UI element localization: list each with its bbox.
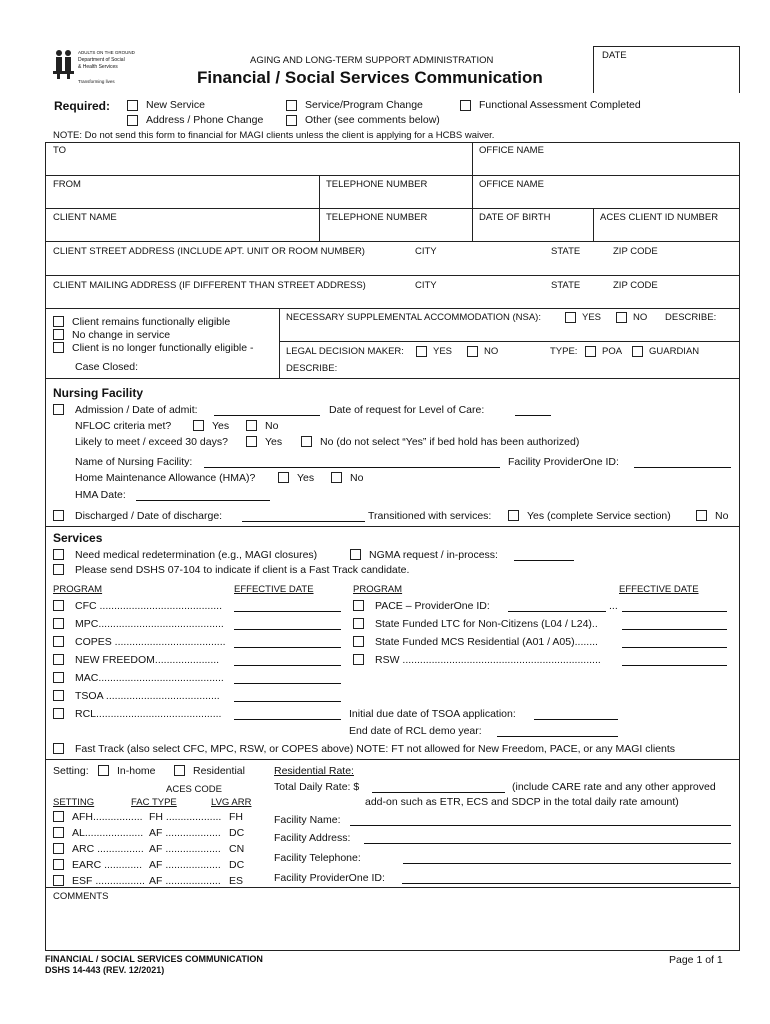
page-number: Page 1 of 1 bbox=[669, 954, 723, 966]
required-label: Required: bbox=[54, 99, 111, 113]
services-heading: Services bbox=[53, 531, 103, 545]
client-telephone-field[interactable] bbox=[321, 223, 471, 240]
fast-track-checkbox[interactable] bbox=[53, 743, 64, 754]
dshs-logo bbox=[53, 49, 135, 87]
program-label: MAC........................................... bbox=[75, 672, 224, 684]
effective-2-header: EFFECTIVE DATE bbox=[619, 584, 699, 595]
office-name-field[interactable] bbox=[474, 156, 737, 173]
fac-addr-label: Facility Address: bbox=[274, 832, 351, 844]
program-checkbox[interactable] bbox=[53, 618, 64, 629]
in-home-checkbox[interactable] bbox=[98, 765, 109, 776]
functional-assessment-checkbox[interactable] bbox=[460, 100, 471, 111]
admin-name: AGING AND LONG-TERM SUPPORT ADMINISTRATION bbox=[250, 55, 494, 66]
ldm-no-checkbox[interactable] bbox=[467, 346, 478, 357]
fac-tel-label: Facility Telephone: bbox=[274, 852, 361, 864]
program-checkbox[interactable] bbox=[353, 618, 364, 629]
hma-no-label: No bbox=[350, 472, 364, 484]
setting-checkbox[interactable] bbox=[53, 843, 64, 854]
not-eligible-checkbox[interactable] bbox=[53, 342, 64, 353]
logo-line-1: ADULTS ON THE GROUND bbox=[78, 50, 135, 55]
fast-track-label: Fast Track (also select CFC, MPC, RSW, or COPES above) NOTE: FT not allowed for New Freedom, PACE, or any MAGI clients bbox=[75, 743, 676, 755]
program-label: COPES ...................................... bbox=[75, 636, 226, 648]
ldm-yes-checkbox[interactable] bbox=[416, 346, 427, 357]
ngma-checkbox[interactable] bbox=[350, 549, 361, 560]
ldm-describe-label: DESCRIBE: bbox=[286, 363, 338, 374]
footer-form-number: DSHS 14-443 (REV. 12/2021) bbox=[45, 965, 165, 975]
nfloc-no-checkbox[interactable] bbox=[246, 420, 257, 431]
functional-assessment-label: Functional Assessment Completed bbox=[479, 99, 641, 111]
transitioned-no-label: No bbox=[715, 510, 729, 522]
service-change-label: Service/Program Change bbox=[305, 99, 423, 111]
effective-date-line bbox=[234, 701, 341, 702]
program-checkbox[interactable] bbox=[53, 654, 64, 665]
magi-note: NOTE: Do not send this form to financial for MAGI clients unless the client is applying for a HCBS waiver. bbox=[53, 130, 495, 141]
client-name-label: CLIENT NAME bbox=[53, 212, 117, 223]
nfloc-yes-checkbox[interactable] bbox=[193, 420, 204, 431]
case-closed-label: Case Closed: bbox=[75, 361, 139, 373]
nfloc-no-label: No bbox=[265, 420, 279, 432]
mailing-address-label: CLIENT MAILING ADDRESS (IF DIFFERENT THAN STREET ADDRESS) bbox=[53, 280, 366, 291]
footer-form-title: FINANCIAL / SOCIAL SERVICES COMMUNICATION bbox=[45, 954, 263, 964]
fac-type: AF ................... bbox=[149, 875, 221, 887]
new-service-checkbox[interactable] bbox=[127, 100, 138, 111]
other-checkbox[interactable] bbox=[286, 115, 297, 126]
program-checkbox[interactable] bbox=[53, 690, 64, 701]
daily-note-2: add-on such as ETR, ECS and SDCP in the total daily rate amount) bbox=[365, 796, 679, 808]
address-change-label: Address / Phone Change bbox=[146, 114, 264, 126]
ngma-label: NGMA request / in-process: bbox=[369, 549, 498, 561]
likely-no-label: No (do not select “Yes” if bed hold has been authorized) bbox=[320, 436, 580, 448]
effective-date-line bbox=[622, 629, 727, 630]
transitioned-yes-label: Yes (complete Service section) bbox=[527, 510, 671, 522]
effective-date-line bbox=[622, 665, 727, 666]
hma-yes-checkbox[interactable] bbox=[278, 472, 289, 483]
dob-label: DATE OF BIRTH bbox=[479, 212, 551, 223]
guardian-label: GUARDIAN bbox=[649, 346, 700, 357]
likely-yes-label: Yes bbox=[265, 436, 283, 448]
logo-line-2: Department of Social bbox=[78, 57, 125, 63]
program-checkbox[interactable] bbox=[53, 600, 64, 611]
facility-name-label: Name of Nursing Facility: bbox=[75, 456, 193, 468]
eligible-label: Client remains functionally eligible bbox=[72, 316, 231, 328]
other-label: Other (see comments below) bbox=[305, 114, 440, 126]
nsa-label: NECESSARY SUPPLEMENTAL ACCOMMODATION (NSA): bbox=[286, 312, 541, 323]
dob-field[interactable] bbox=[474, 223, 592, 240]
effective-date-line bbox=[622, 647, 727, 648]
program-label: PACE – ProviderOne ID: bbox=[375, 600, 490, 612]
new-service-label: New Service bbox=[146, 99, 205, 111]
program-label: RCL........................................... bbox=[75, 708, 222, 720]
effective-date-line bbox=[234, 719, 341, 720]
redetermination-label: Need medical redetermination (e.g., MAGI closures) bbox=[75, 549, 318, 561]
setting-checkbox[interactable] bbox=[53, 859, 64, 870]
likely-no-checkbox[interactable] bbox=[301, 436, 312, 447]
lvg-arr: ES bbox=[229, 875, 244, 887]
setting-code: EARC ............. bbox=[72, 859, 143, 871]
residential-checkbox[interactable] bbox=[174, 765, 185, 776]
program-label: NEW FREEDOM...................... bbox=[75, 654, 220, 666]
no-change-checkbox[interactable] bbox=[53, 329, 64, 340]
hma-label: Home Maintenance Allowance (HMA)? bbox=[75, 472, 256, 484]
street-address-label: CLIENT STREET ADDRESS (INCLUDE APT. UNIT OR ROOM NUMBER) bbox=[53, 246, 365, 257]
telephone-label: TELEPHONE NUMBER bbox=[326, 179, 428, 190]
nsa-yes-checkbox[interactable] bbox=[565, 312, 576, 323]
program-checkbox[interactable] bbox=[353, 600, 364, 611]
client-name-field[interactable] bbox=[47, 223, 317, 240]
date-field[interactable] bbox=[596, 64, 736, 90]
transitioned-label: Transitioned with services: bbox=[368, 510, 492, 522]
fac-name-label: Facility Name: bbox=[274, 814, 341, 826]
state-label: STATE bbox=[551, 246, 581, 257]
program-checkbox[interactable] bbox=[53, 708, 64, 719]
date-label: DATE bbox=[602, 50, 627, 61]
lvg-arr: DC bbox=[229, 827, 245, 839]
aces-code-label: ACES CODE bbox=[166, 784, 222, 795]
request-loc-label: Date of request for Level of Care: bbox=[329, 404, 485, 416]
to-label: TO bbox=[53, 145, 67, 156]
program-label: State Funded MCS Residential (A01 / A05)........ bbox=[375, 636, 598, 648]
hma-no-checkbox[interactable] bbox=[331, 472, 342, 483]
ldm-yes-label: YES bbox=[433, 346, 453, 357]
ldm-label: LEGAL DECISION MAKER: bbox=[286, 346, 404, 357]
dots: ... bbox=[609, 600, 618, 612]
hma-date-label: HMA Date: bbox=[75, 489, 126, 501]
nsa-no-label: NO bbox=[633, 312, 648, 323]
case-closed-field[interactable] bbox=[150, 358, 275, 374]
poa-checkbox[interactable] bbox=[585, 346, 596, 357]
program-checkbox[interactable] bbox=[53, 672, 64, 683]
in-home-label: In-home bbox=[117, 765, 156, 777]
setting-code: AL.................... bbox=[72, 827, 144, 839]
comments-label: COMMENTS bbox=[53, 891, 109, 902]
effective-date-line bbox=[234, 665, 341, 666]
to-field[interactable] bbox=[47, 156, 472, 173]
rcl-end-label: End date of RCL demo year: bbox=[349, 725, 482, 737]
effective-date-line bbox=[234, 647, 341, 648]
setting-code: AFH................. bbox=[72, 811, 143, 823]
dshs-logo-icon bbox=[53, 49, 75, 79]
provider-id-label: Facility ProviderOne ID: bbox=[508, 456, 619, 468]
nfloc-yes-label: Yes bbox=[212, 420, 230, 432]
tsoa-due-label: Initial due date of TSOA application: bbox=[349, 708, 516, 720]
from-telephone-field[interactable] bbox=[321, 190, 471, 207]
nursing-heading: Nursing Facility bbox=[53, 386, 144, 400]
hma-yes-label: Yes bbox=[297, 472, 315, 484]
send-dshs-label: Please send DSHS 07-104 to indicate if client is a Fast Track candidate. bbox=[75, 564, 410, 576]
address-change-checkbox[interactable] bbox=[127, 115, 138, 126]
program-label: CFC .......................................... bbox=[75, 600, 223, 612]
page-title: Financial / Social Services Communication bbox=[197, 68, 543, 87]
admission-label: Admission / Date of admit: bbox=[75, 404, 198, 416]
nsa-no-checkbox[interactable] bbox=[616, 312, 627, 323]
state-2-label: STATE bbox=[551, 280, 581, 291]
mailing-address-field[interactable] bbox=[47, 292, 737, 307]
res-rate-label: Residential Rate: bbox=[274, 765, 354, 777]
logo-line-3: & Health Services bbox=[78, 64, 118, 70]
setting-checkbox[interactable] bbox=[53, 811, 64, 822]
program-label: RSW .................................................................... bbox=[375, 654, 601, 666]
fac-type: AF ................... bbox=[149, 843, 221, 855]
program-label: TSOA ....................................... bbox=[75, 690, 220, 702]
effective-date-line bbox=[234, 683, 341, 684]
effective-date-line bbox=[622, 611, 727, 612]
nfloc-label: NFLOC criteria met? bbox=[75, 420, 172, 432]
fac-type: AF ................... bbox=[149, 859, 221, 871]
poa-label: POA bbox=[602, 346, 623, 357]
setting-label: Setting: bbox=[53, 765, 89, 777]
discharged-checkbox[interactable] bbox=[53, 510, 64, 521]
fac-type: AF ................... bbox=[149, 827, 221, 839]
city-label: CITY bbox=[415, 246, 437, 257]
program-checkbox[interactable] bbox=[353, 636, 364, 647]
eligible-checkbox[interactable] bbox=[53, 316, 64, 327]
transitioned-yes-checkbox[interactable] bbox=[508, 510, 519, 521]
program-label: MPC........................................... bbox=[75, 618, 224, 630]
setting-code: ESF ................. bbox=[72, 875, 145, 887]
fac-p1-label: Facility ProviderOne ID: bbox=[274, 872, 385, 884]
from-field[interactable] bbox=[47, 190, 317, 207]
telephone-2-label: TELEPHONE NUMBER bbox=[326, 212, 428, 223]
program-2-header: PROGRAM bbox=[353, 584, 403, 595]
residential-label: Residential bbox=[193, 765, 245, 777]
provider-id-line bbox=[508, 611, 606, 612]
admission-checkbox[interactable] bbox=[53, 404, 64, 415]
effective-date-line bbox=[234, 629, 341, 630]
program-label: State Funded LTC for Non-Citizens (L04 / L24).. bbox=[375, 618, 598, 630]
aces-id-label: ACES CLIENT ID NUMBER bbox=[600, 212, 719, 223]
setting-code: ARC ................ bbox=[72, 843, 144, 855]
lvg-arr: CN bbox=[229, 843, 245, 855]
office-name-2-label: OFFICE NAME bbox=[479, 179, 544, 190]
fac-type: FH ................... bbox=[149, 811, 222, 823]
col-fac-header: FAC TYPE bbox=[131, 797, 177, 808]
service-change-checkbox[interactable] bbox=[286, 100, 297, 111]
from-office-field[interactable] bbox=[474, 190, 737, 207]
col-lvg-header: LVG ARR bbox=[211, 797, 252, 808]
nsa-describe-label: DESCRIBE: bbox=[665, 312, 717, 323]
program-checkbox[interactable] bbox=[353, 654, 364, 665]
program-checkbox[interactable] bbox=[53, 636, 64, 647]
lvg-arr: DC bbox=[229, 859, 245, 871]
logo-line-4: Transforming lives bbox=[78, 79, 115, 84]
discharged-label: Discharged / Date of discharge: bbox=[75, 510, 223, 522]
aces-id-field[interactable] bbox=[595, 223, 737, 240]
daily-rate-field[interactable] bbox=[372, 780, 505, 792]
no-change-label: No change in service bbox=[72, 329, 171, 341]
guardian-checkbox[interactable] bbox=[632, 346, 643, 357]
effective-header: EFFECTIVE DATE bbox=[234, 584, 314, 595]
transitioned-no-checkbox[interactable] bbox=[696, 510, 707, 521]
effective-date-line bbox=[234, 611, 341, 612]
street-address-field[interactable] bbox=[47, 258, 737, 274]
from-label: FROM bbox=[53, 179, 81, 190]
daily-note-1: (include CARE rate and any other approved bbox=[512, 781, 716, 793]
program-header: PROGRAM bbox=[53, 584, 103, 595]
lvg-arr: FH bbox=[229, 811, 243, 823]
zip-2-label: ZIP CODE bbox=[613, 280, 658, 291]
likely-yes-checkbox[interactable] bbox=[246, 436, 257, 447]
redetermination-checkbox[interactable] bbox=[53, 549, 64, 560]
city-2-label: CITY bbox=[415, 280, 437, 291]
zip-label: ZIP CODE bbox=[613, 246, 658, 257]
likely-label: Likely to meet / exceed 30 days? bbox=[75, 436, 228, 448]
setting-checkbox[interactable] bbox=[53, 827, 64, 838]
ldm-no-label: NO bbox=[484, 346, 499, 357]
nsa-yes-label: YES bbox=[582, 312, 602, 323]
daily-rate-label: Total Daily Rate: $ bbox=[274, 781, 360, 793]
ldm-type-label: TYPE: bbox=[550, 346, 578, 357]
not-eligible-label: Client is no longer functionally eligible - bbox=[72, 342, 254, 354]
send-dshs-checkbox[interactable] bbox=[53, 564, 64, 575]
comments-field[interactable] bbox=[47, 904, 737, 948]
col-setting-header: SETTING bbox=[53, 797, 95, 808]
setting-checkbox[interactable] bbox=[53, 875, 64, 886]
office-name-label: OFFICE NAME bbox=[479, 145, 544, 156]
